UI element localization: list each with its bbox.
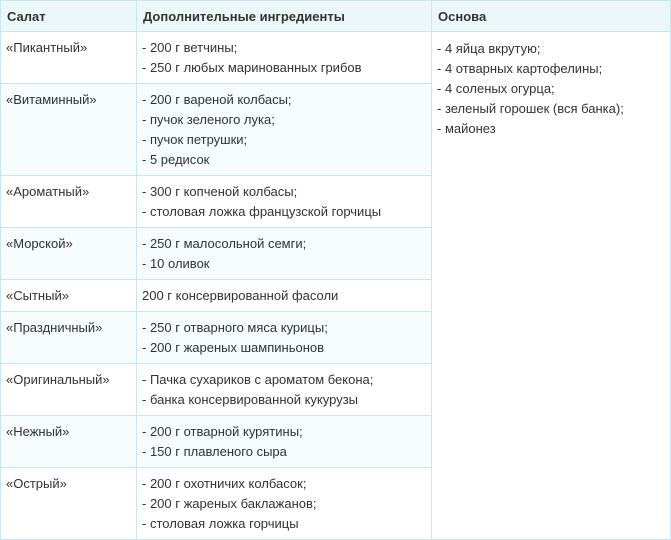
salad-name: «Оригинальный» [1,364,137,416]
salad-name: «Ароматный» [1,176,137,228]
table-row [1,32,671,84]
salad-name: «Нежный» [1,416,137,468]
header-salad: Салат [1,1,137,32]
extra-ingredients-cell [137,312,432,364]
ingredient-line: - банка консервированной кукурузы [142,392,359,407]
salad-name: «Острый» [1,468,137,540]
ingredient-line: - пучок зеленого лука; [142,112,275,127]
base-item: - 4 соленых огурца; [437,81,555,96]
table-header [1,1,671,32]
extra-ingredients-cell [137,364,432,416]
ingredient-line: - 150 г плавленого сыра [142,444,287,459]
salad-name: «Сытный» [1,280,137,312]
ingredient-line: - 5 редисок [142,152,210,167]
header-base: Основа [432,1,671,32]
extra-ingredients-cell [137,280,432,312]
ingredient-line: - 250 г малосольной семги; [142,236,307,251]
ingredient-line: - 200 г вареной колбасы; [142,92,292,107]
salad-name: «Морской» [1,228,137,280]
base-item: - майонез [437,121,496,136]
ingredient-line: - столовая ложка французской горчицы [142,204,382,219]
header-row [1,1,671,32]
base-item: - 4 яйца вкрутую; [437,41,541,56]
ingredient-line: - 200 г жареных баклажанов; [142,496,317,511]
extra-ingredients-cell [137,32,432,84]
extra-ingredients-cell [137,416,432,468]
ingredient-line: - 250 г любых маринованных грибов [142,60,362,75]
ingredient-line: - пучок петрушки; [142,132,248,147]
extra-ingredients-cell [137,468,432,540]
ingredient-line: - Пачка сухариков с ароматом бекона; [142,372,374,387]
base-ingredients-cell [432,32,671,540]
base-item: - 4 отварных картофелины; [437,61,603,76]
table-body [1,32,671,540]
base-item: - зеленый горошек (вся банка); [437,101,624,116]
ingredient-line: - 200 г ветчины; [142,40,238,55]
ingredient-line: 200 г консервированной фасоли [142,288,339,303]
extra-ingredients-cell [137,84,432,176]
salad-name: «Витаминный» [1,84,137,176]
ingredient-line: - 200 г жареных шампиньонов [142,340,325,355]
salad-name: «Праздничный» [1,312,137,364]
salad-name: «Пикантный» [1,32,137,84]
ingredient-line: - 200 г охотничих колбасок; [142,476,307,491]
extra-ingredients-cell [137,176,432,228]
ingredient-line: - 300 г копченой колбасы; [142,184,298,199]
header-extra-ingredients: Дополнительные ингредиенты [137,1,432,32]
extra-ingredients-cell [137,228,432,280]
ingredient-line: - 250 г отварного мяса курицы; [142,320,328,335]
ingredient-line: - столовая ложка горчицы [142,516,299,531]
ingredient-line: - 10 оливок [142,256,210,271]
ingredient-line: - 200 г отварной курятины; [142,424,303,439]
